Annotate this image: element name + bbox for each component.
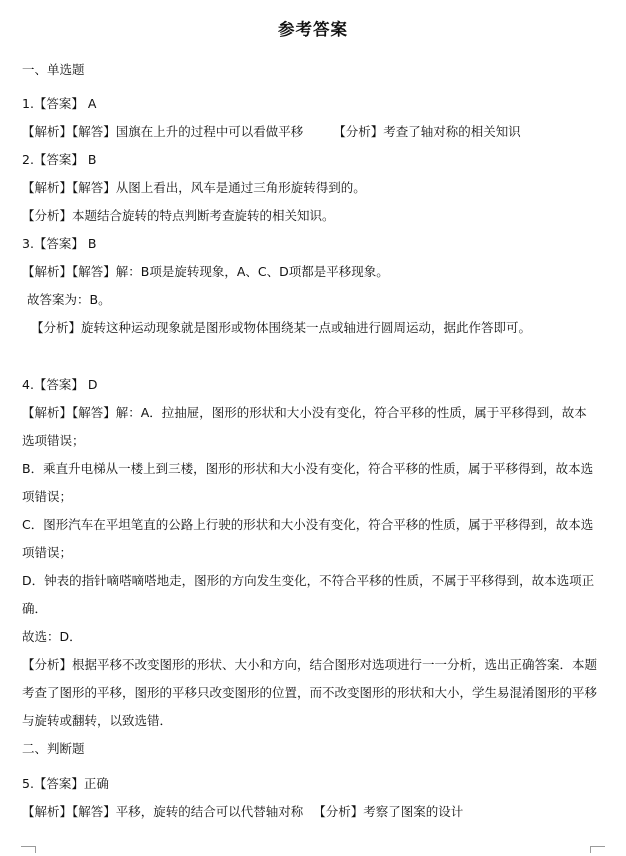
q4-line-5: C．图形汽车在平坦笔直的公路上行驶的形状和大小没有变化，符合平移的性质，属于平移得到，故本选: [22, 517, 594, 532]
q3-analysis: 【解析】【解答】解：B项是旋转现象，A、C、D项都是平移现象。: [22, 264, 389, 279]
q5-analysis: [22, 803, 608, 821]
q4-line-9: 故选：D．: [22, 629, 82, 644]
q4-answer: 4.【答案】 D: [22, 377, 98, 392]
section-heading-true-false: 二、判断题: [22, 741, 85, 756]
q4-line-4: 项错误；: [22, 489, 73, 504]
q4-line-1: 【解析】【解答】解：A．拉抽屉，图形的形状和大小没有变化，符合平移的性质，属于平移得到，故本: [22, 405, 587, 420]
q1-analysis-extra: 【分析】考查了轴对称的相关知识: [333, 124, 521, 139]
q1-answer: 1.【答案】 A: [22, 96, 97, 111]
page-corner-mark-left: [21, 846, 36, 853]
q1-analysis: [22, 123, 608, 141]
q4-line-11: 考查了图形的平移，图形的平移只改变图形的位置，而不改变图形的形状和大小，学生易混淆图形的平移: [22, 685, 598, 700]
q2-analysis: 【解析】【解答】从图上看出，风车是通过三角形旋转得到的。: [22, 180, 366, 195]
q4-line-12: 与旋转或翻转，以致选错．: [22, 713, 173, 728]
q1-analysis-main: 【解析】【解答】国旗在上升的过程中可以看做平移: [22, 124, 304, 139]
q5-analysis-extra: 【分析】考察了图案的设计: [313, 804, 464, 819]
q4-line-10: 【分析】根据平移不改变图形的形状、大小和方向，结合图形对选项进行一一分析，选出正确答案．本题: [22, 657, 598, 672]
q2-analysis-2: 【分析】本题结合旋转的特点判断考查旋转的相关知识。: [22, 208, 335, 223]
q4-line-8: 确．: [22, 601, 48, 616]
q4-line-3: B．乘直升电梯从一楼上到三楼，图形的形状和大小没有变化，符合平移的性质，属于平移得到，故本选: [22, 461, 594, 476]
q2-answer: 2.【答案】 B: [22, 152, 97, 167]
q3-analysis-2: 【分析】旋转这种运动现象就是图形或物体围绕某一点或轴进行圆周运动，据此作答即可。: [31, 320, 532, 335]
q4-line-6: 项错误；: [22, 545, 73, 560]
q5-analysis-main: 【解析】【解答】平移，旋转的结合可以代替轴对称: [22, 804, 304, 819]
page-title: 参考答案: [278, 20, 348, 39]
q4-line-7: D．钟表的指针嘀嗒嘀嗒地走，图形的方向发生变化，不符合平移的性质，不属于平移得到，故本选项正: [22, 573, 595, 588]
q3-answer: 3.【答案】 B: [22, 236, 97, 251]
q3-conclusion: 故答案为：B。: [27, 292, 111, 307]
q5-answer: 5.【答案】正确: [22, 776, 109, 791]
page-corner-mark-right: [590, 846, 605, 853]
q4-line-2: 选项错误；: [22, 433, 85, 448]
section-heading-single-choice: 一、单选题: [22, 62, 85, 77]
